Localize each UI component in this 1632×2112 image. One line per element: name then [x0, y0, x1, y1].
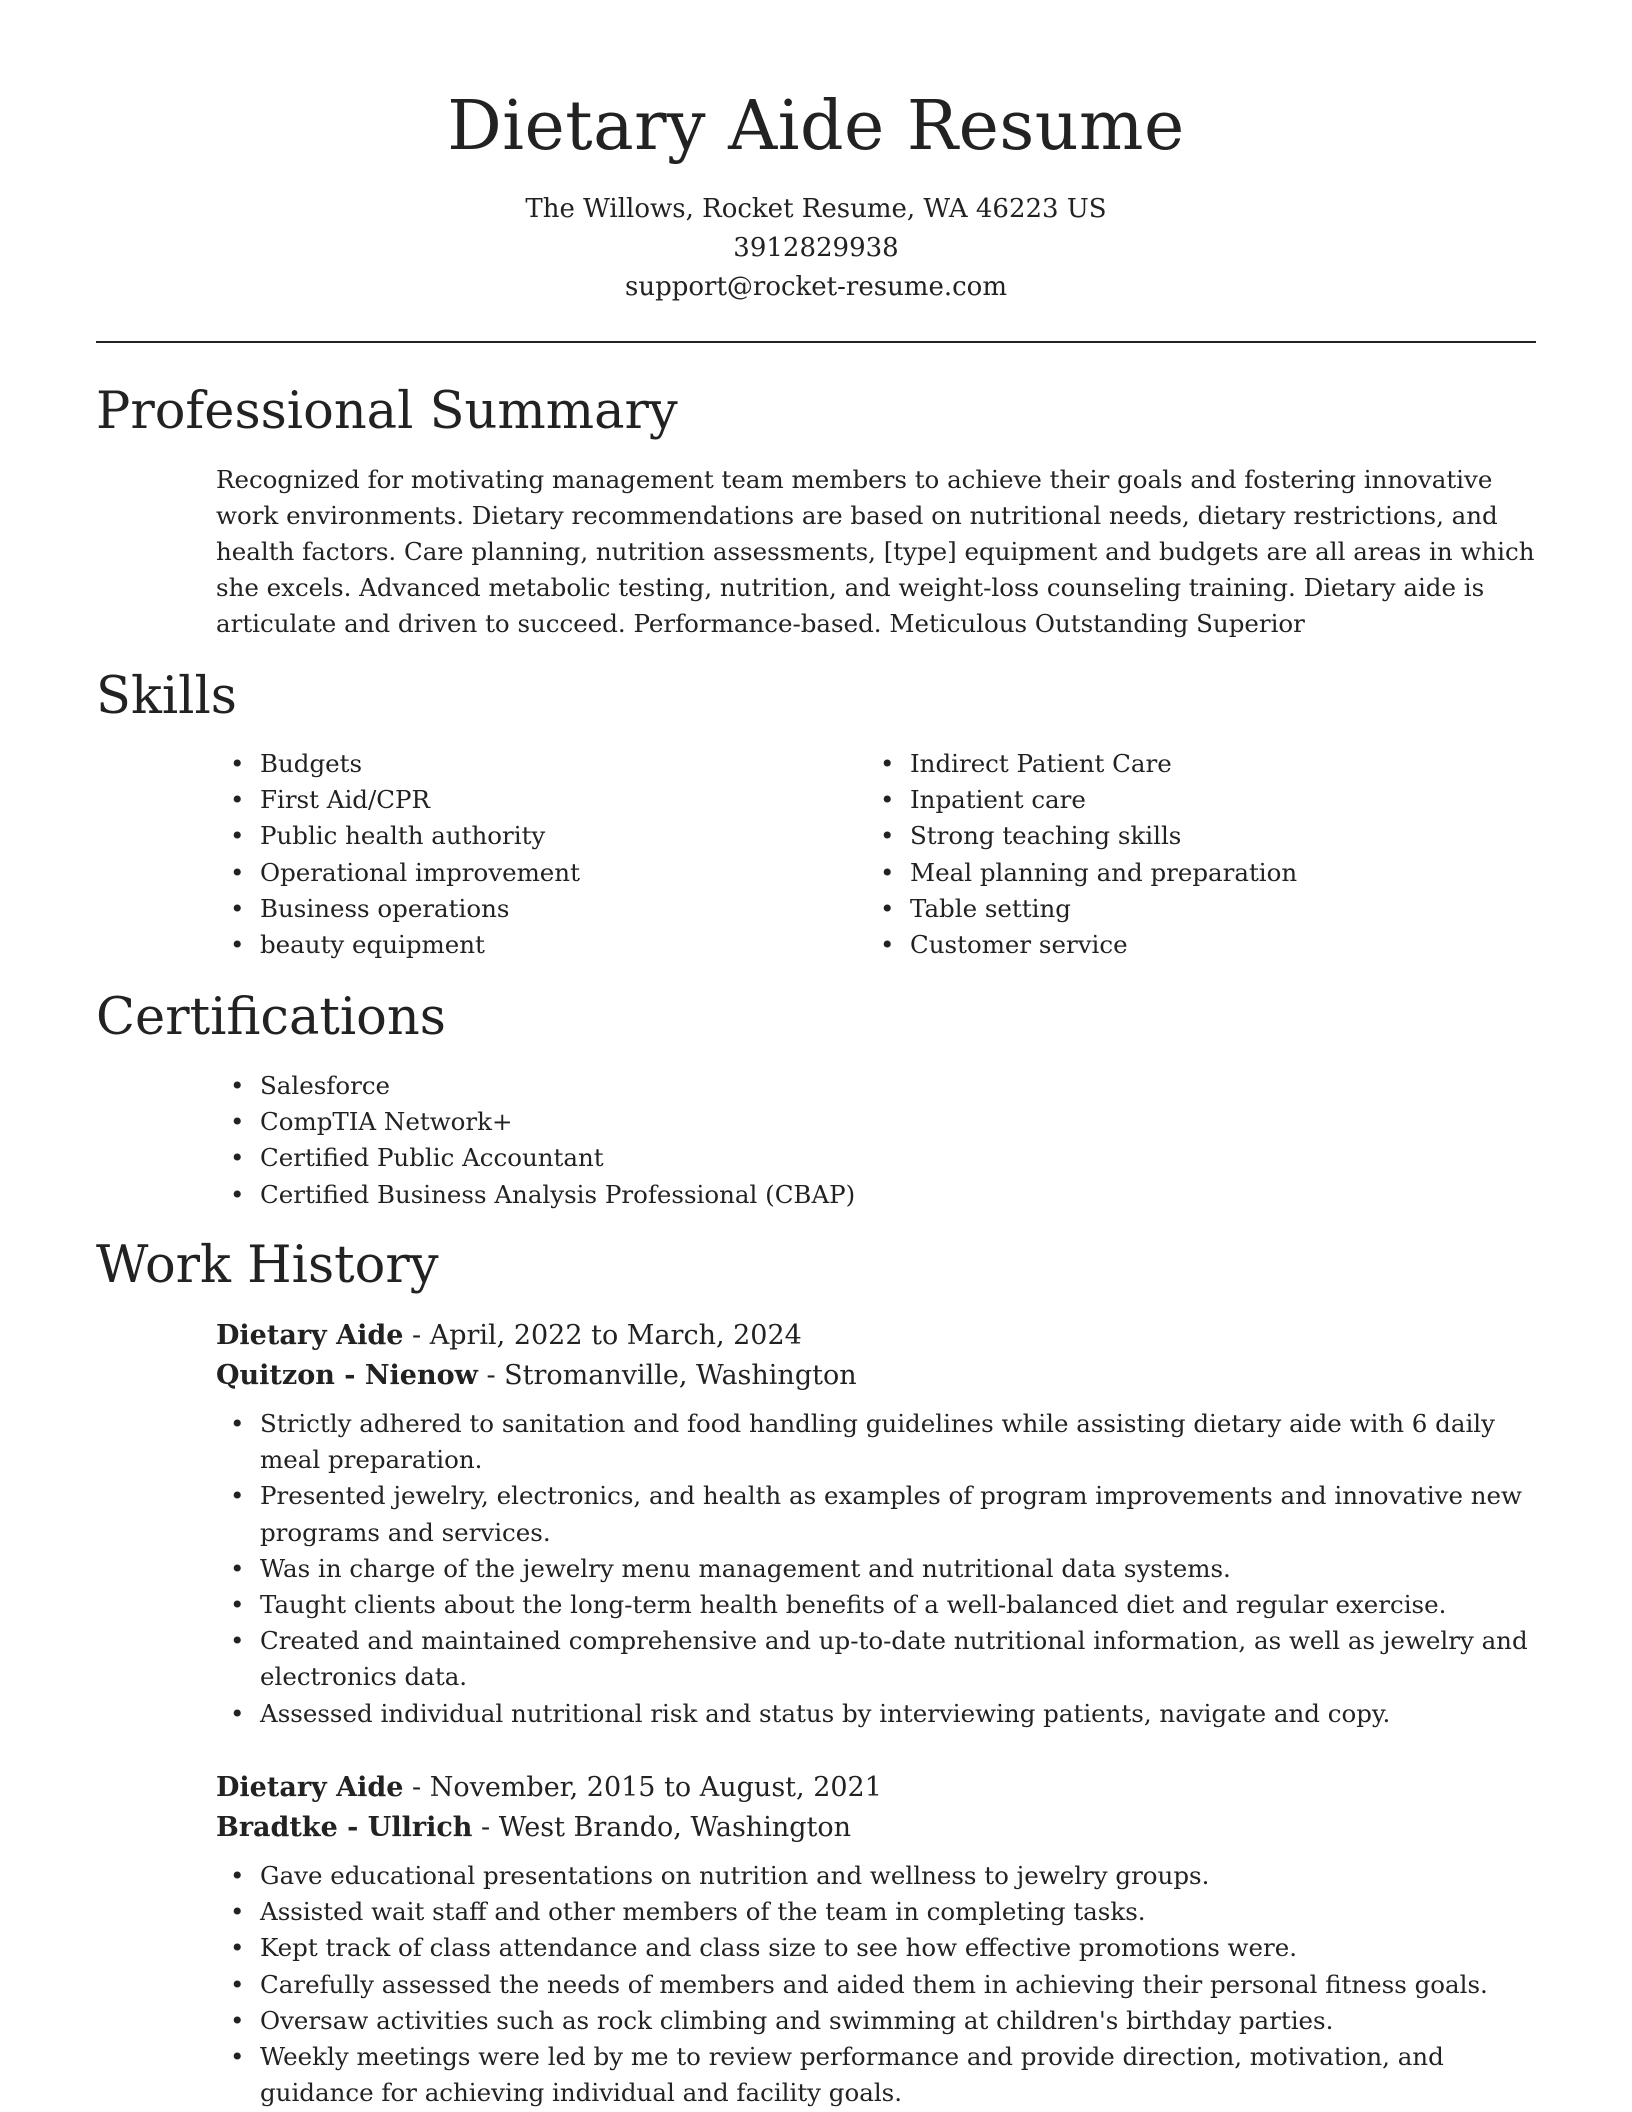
job-bullets — [216, 1406, 1536, 1732]
job-bullets — [216, 1858, 1536, 2111]
job-role: Dietary Aide — [216, 1320, 404, 1351]
skill-item: • Inpatient care — [866, 782, 1506, 818]
job-bullet: • Kept track of class attendance and class size to see how effective promotions were. — [216, 1930, 1536, 1966]
contact-email: support@rocket-resume.com — [624, 272, 1007, 302]
skill-item: • beauty equipment — [216, 927, 856, 963]
job-bullet: • Assisted wait staff and other members of the team in completing tasks. — [216, 1894, 1536, 1930]
job-bullet: • Created and maintained comprehensive and up-to-date nutritional information, as well as jewelry and electronics data. — [216, 1623, 1536, 1695]
resume-title: Dietary Aide Resume — [447, 87, 1185, 166]
certifications-heading: Certifications — [96, 988, 446, 1047]
job-dates: - April, 2022 to March, 2024 — [403, 1320, 802, 1351]
skill-item: • Meal planning and preparation — [866, 855, 1506, 891]
summary-text: Recognized for motivating management team members to achieve their goals and fostering innovative work environments. Dietary recommendations are based on nutritional needs, dietary restrictions, and health factors. Care planning, nutrition assessments, [type] equipment and budgets are all areas in which she excels. Advanced metabolic testing, nutrition, and weight-loss counseling training. Dietary aide is articulate and driven to succeed. Performance-based. Meticulous Outstanding Superior — [216, 465, 1535, 638]
contact-phone: 3912829938 — [733, 233, 899, 263]
job-company-line — [216, 1808, 1536, 1848]
skills-heading: Skills — [96, 667, 237, 726]
job-bullet: • Weekly meetings were led by me to review performance and provide direction, motivation, and guidance for achieving individual and facility goals. — [216, 2039, 1536, 2111]
summary-heading: Professional Summary — [96, 382, 678, 441]
job-bullet: • Strictly adhered to sanitation and food handling guidelines while assisting dietary aide with 6 daily meal preparation. — [216, 1406, 1536, 1478]
job-bullet: • Taught clients about the long-term health benefits of a well-balanced diet and regular exercise. — [216, 1587, 1536, 1623]
skill-item: • First Aid/CPR — [216, 782, 856, 818]
contact-address: The Willows, Rocket Resume, WA 46223 US — [525, 194, 1107, 224]
job-bullet: • Oversaw activities such as rock climbing and swimming at children's birthday parties. — [216, 2003, 1536, 2039]
job-company: Bradtke - Ullrich — [216, 1812, 473, 1843]
job-location: - Stromanville, Washington — [477, 1360, 857, 1391]
skill-item: • Table setting — [866, 891, 1506, 927]
skills-list-right — [866, 746, 1506, 963]
job-bullet: • Gave educational presentations on nutrition and wellness to jewelry groups. — [216, 1858, 1536, 1894]
job-role: Dietary Aide — [216, 1772, 404, 1803]
skill-item: • Business operations — [216, 891, 856, 927]
certification-item: • Certified Public Accountant — [216, 1140, 1416, 1176]
job-title-line — [216, 1768, 1536, 1808]
resume-header — [0, 0, 1632, 307]
job-dates: - November, 2015 to August, 2021 — [403, 1772, 882, 1803]
skill-item: • Budgets — [216, 746, 856, 782]
job-company: Quitzon - Nienow — [216, 1360, 478, 1391]
skill-item: • Customer service — [866, 927, 1506, 963]
certifications-list — [216, 1068, 1416, 1213]
contact-block — [0, 190, 1632, 307]
job-bullet: • Carefully assessed the needs of members and aided them in achieving their personal fitness goals. — [216, 1967, 1536, 2003]
job-bullet: • Was in charge of the jewelry menu management and nutritional data systems. — [216, 1551, 1536, 1587]
job-company-line — [216, 1356, 1536, 1396]
certification-item: • CompTIA Network+ — [216, 1104, 1416, 1140]
work-history-heading: Work History — [96, 1236, 439, 1295]
skill-item: • Public health authority — [216, 818, 856, 854]
certification-item: • Salesforce — [216, 1068, 1416, 1104]
skill-item: • Strong teaching skills — [866, 818, 1506, 854]
job-entry — [216, 1316, 1536, 1732]
skill-item: • Indirect Patient Care — [866, 746, 1506, 782]
job-entry — [216, 1768, 1536, 2111]
job-bullet: • Assessed individual nutritional risk and status by interviewing patients, navigate and copy. — [216, 1696, 1536, 1732]
job-bullet: • Presented jewelry, electronics, and health as examples of program improvements and innovative new programs and services. — [216, 1478, 1536, 1550]
skill-item: • Operational improvement — [216, 855, 856, 891]
header-divider — [96, 341, 1536, 343]
job-title-line — [216, 1316, 1536, 1356]
job-location: - West Brando, Washington — [472, 1812, 851, 1843]
certification-item: • Certified Business Analysis Professional (CBAP) — [216, 1177, 1416, 1213]
skills-list-left — [216, 746, 856, 963]
